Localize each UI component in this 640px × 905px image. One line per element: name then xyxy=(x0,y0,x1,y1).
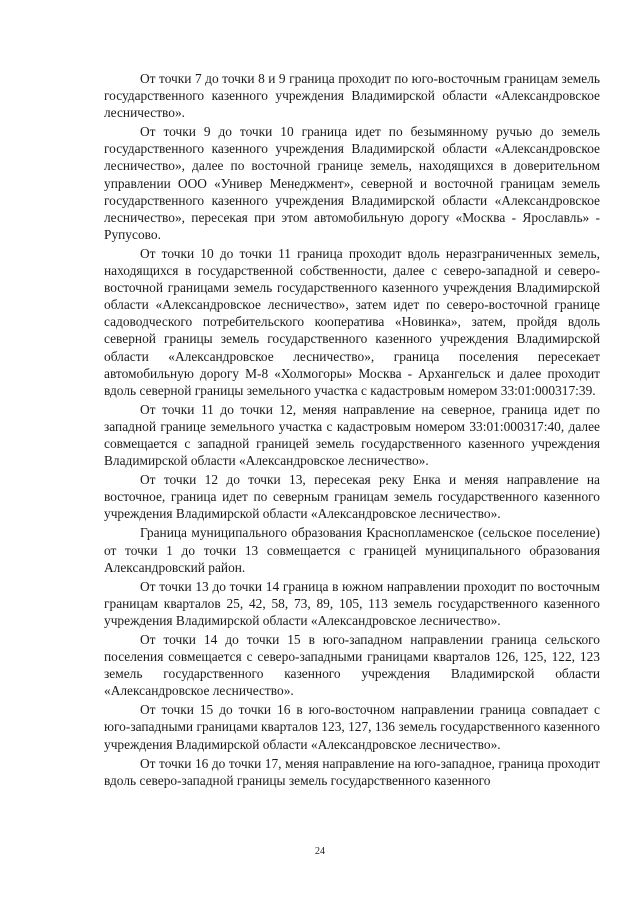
paragraph-5: От точки 12 до точки 13, пересекая реку Енка и меняя направление на восточное, граница идет по северным границам земель государственного казенного учреждения Владимирской области «Александровское лесничество». xyxy=(104,472,600,522)
paragraph-10: От точки 16 до точки 17, меняя направление на юго-западное, граница проходит вдоль северо-западной границы земель государственного казенного xyxy=(104,755,600,788)
paragraph-8: От точки 14 до точки 15 в юго-западном направлении граница сельского поселения совмещается с северо-западными границами кварталов 126, 125, 122, 123 земель государственного казенного учреждения Владимирской области «Александровское лесничество». xyxy=(104,632,600,699)
paragraph-2: От точки 9 до точки 10 граница идет по безымянному ручью до земель государственного казенного учреждения Владимирской области «Александровское лесничество», далее по восточной границе земель, находящихся в доверительном управлении ООО «Универ Менеджмент», северной и восточной границам земель государственного казенного учреждения Владимирской области «Александровское лесничество», пересекая при этом автомобильную дорогу «Москва - Ярославль» - Рупусово. xyxy=(104,124,600,242)
document-body xyxy=(104,70,600,791)
page-number: 24 xyxy=(315,846,325,857)
paragraph-3: От точки 10 до точки 11 граница проходит вдоль неразграниченных земель, находящихся в государственной собственности, далее с северо-западной и северо-восточной границами земель государственного казенного учреждения Владимирской области «Александровское лесничество», затем идет по северо-восточной границе садоводческого потребительского кооператива «Новинка», затем, пройдя вдоль северной границы земель государственного казенного учреждения Владимирской области «Александровское лесничество», граница поселения пересекает автомобильную дорогу М-8 «Холмогоры» Москва - Архангельск и далее проходит вдоль северной границы земельного участка с кадастровым номером 33:01:000317:39. xyxy=(104,245,600,398)
paragraph-4: От точки 11 до точки 12, меняя направление на северное, граница идет по западной границе земельного участка с кадастровым номером 33:01:000317:40, далее совмещается с западной границей земель государственного казенного учреждения Владимирской области «Александровское лесничество». xyxy=(104,401,600,469)
paragraph-1: От точки 7 до точки 8 и 9 граница проходит по юго-восточным границам земель государственного казенного учреждения Владимирской области «Александровское лесничество». xyxy=(104,71,600,121)
paragraph-9: От точки 15 до точки 16 в юго-восточном направлении граница совпадает с юго-западными границами кварталов 123, 127, 136 земель государственного казенного учреждения Владимирской области «Александровское лесничество». xyxy=(104,702,600,752)
paragraph-6: Граница муниципального образования Краснопламенское (сельское поселение) от точки 1 до точки 13 совмещается с границей муниципального образования Александровский район. xyxy=(104,525,600,575)
paragraph-7: От точки 13 до точки 14 граница в южном направлении проходит по восточным границам кварталов 25, 42, 58, 73, 89, 105, 113 земель государственного казенного учреждения Владимирской области «Александровское лесничество». xyxy=(104,578,600,628)
